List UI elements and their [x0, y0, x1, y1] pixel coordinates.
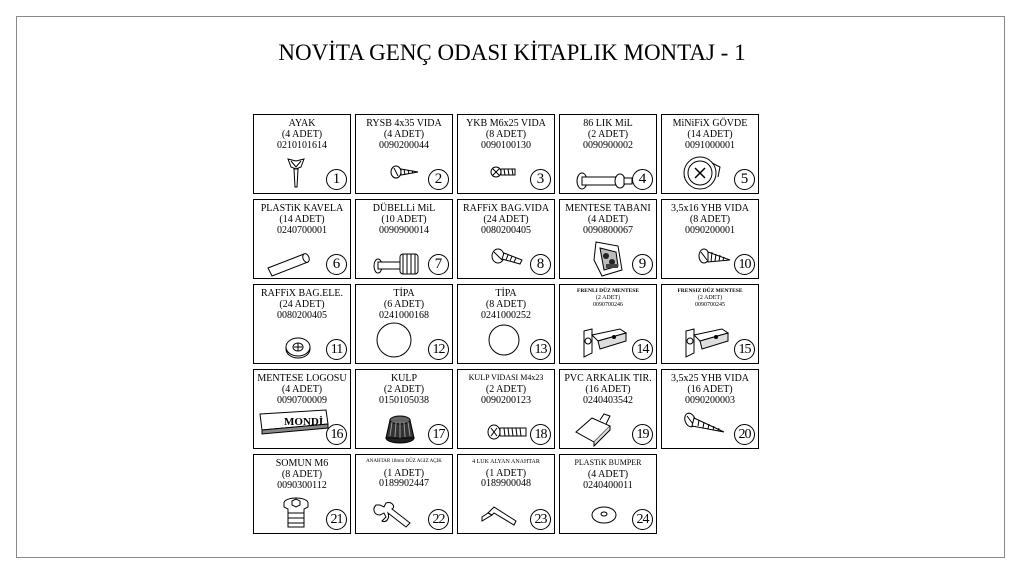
- part-qty: (8 ADET): [485, 129, 527, 140]
- part-number: 6: [326, 254, 347, 275]
- part-name: MENTESE TABANI: [565, 203, 651, 214]
- part-qty: (2 ADET): [595, 295, 621, 301]
- part-code: 0240400011: [583, 480, 633, 491]
- part-number: 11: [326, 339, 347, 360]
- part-cell: [457, 369, 555, 449]
- part-qty: (24 ADET): [279, 299, 325, 310]
- part-qty: (6 ADET): [383, 299, 425, 310]
- part-cell: [457, 114, 555, 194]
- part-cell: [559, 284, 657, 364]
- part-qty: (4 ADET): [587, 469, 629, 480]
- logo-text: MONDİ: [284, 416, 324, 428]
- part-code: 0090300112: [277, 480, 327, 491]
- part-qty: (8 ADET): [689, 214, 731, 225]
- part-name: RAFFiX BAG.ELE.: [261, 288, 343, 299]
- part-code: 0210101614: [277, 140, 327, 151]
- part-code: 0241000252: [481, 310, 531, 321]
- part-cell: [559, 454, 657, 534]
- part-name: RAFFiX BAG.VIDA: [462, 203, 550, 214]
- part-cell: [661, 199, 759, 279]
- part-cell: [355, 369, 453, 449]
- part-qty: (2 ADET): [587, 129, 629, 140]
- part-name: TİPA: [495, 288, 517, 299]
- part-qty: (2 ADET): [383, 384, 425, 395]
- part-name: SOMUN M6: [275, 458, 329, 469]
- part-name: 3,5x16 YHB VIDA: [670, 203, 750, 214]
- part-qty: (24 ADET): [483, 214, 529, 225]
- part-cell: [559, 114, 657, 194]
- part-name: FRENSIZ DÜZ MENTESE: [677, 288, 743, 294]
- part-code: 0240403542: [583, 395, 633, 406]
- part-cell: [457, 454, 555, 534]
- part-qty: (14 ADET): [687, 129, 733, 140]
- part-cell: [457, 284, 555, 364]
- part-cell: [355, 199, 453, 279]
- part-number: 17: [428, 424, 449, 445]
- part-number: 20: [734, 424, 755, 445]
- part-number: 23: [530, 509, 551, 530]
- part-number: 9: [632, 254, 653, 275]
- part-qty: (8 ADET): [485, 299, 527, 310]
- part-number: 2: [428, 169, 449, 190]
- part-qty: (2 ADET): [697, 295, 723, 301]
- part-number: 5: [734, 169, 755, 190]
- part-qty: (4 ADET): [281, 129, 323, 140]
- part-qty: (16 ADET): [687, 384, 733, 395]
- part-name: TİPA: [393, 288, 415, 299]
- part-code: 0240700001: [277, 225, 327, 236]
- part-number: 22: [428, 509, 449, 530]
- part-cell: [355, 284, 453, 364]
- part-code: 0189902447: [379, 478, 429, 489]
- part-name: YKB M6x25 VIDA: [466, 118, 546, 129]
- part-code: 0090900002: [583, 140, 633, 151]
- part-name: KULP VIDASI M4x23: [468, 373, 544, 382]
- part-code: 0091000001: [685, 140, 735, 151]
- part-number: 19: [632, 424, 653, 445]
- part-number: 4: [632, 169, 653, 190]
- part-number: 3: [530, 169, 551, 190]
- part-name: ANAHTAR 18mm DÜZ AGIZ AÇIK: [366, 459, 442, 464]
- part-number: 8: [530, 254, 551, 275]
- part-cell: [253, 114, 351, 194]
- part-code: 0090200044: [379, 140, 429, 151]
- part-code: 0090200001: [685, 225, 735, 236]
- part-qty: (2 ADET): [485, 384, 527, 395]
- part-number: 15: [734, 339, 755, 360]
- part-number: 1: [326, 169, 347, 190]
- part-number: 18: [530, 424, 551, 445]
- part-qty: (16 ADET): [585, 384, 631, 395]
- part-cell: [559, 199, 657, 279]
- part-qty: (4 ADET): [383, 129, 425, 140]
- part-code: 0090700246: [593, 302, 623, 308]
- part-qty: (1 ADET): [485, 468, 527, 479]
- part-code: 0090900014: [379, 225, 429, 236]
- part-cell: [253, 199, 351, 279]
- part-cell: [661, 114, 759, 194]
- part-qty: (10 ADET): [381, 214, 427, 225]
- part-code: 0090200123: [481, 395, 531, 406]
- part-cell: [355, 114, 453, 194]
- part-qty: (8 ADET): [281, 469, 323, 480]
- part-name: MiNiFiX GÖVDE: [672, 118, 748, 129]
- part-number: 12: [428, 339, 449, 360]
- part-name: MENTESE LOGOSU: [257, 373, 347, 384]
- part-name: KULP: [390, 373, 418, 384]
- part-qty: (4 ADET): [281, 384, 323, 395]
- part-number: 16: [326, 424, 347, 445]
- part-code: 0090700245: [695, 302, 725, 308]
- part-cell: [457, 199, 555, 279]
- part-code: 0080200405: [277, 310, 327, 321]
- part-cell: [355, 454, 453, 534]
- part-name: FRENLI DÜZ MENTESE: [576, 288, 640, 294]
- part-name: PLASTiK BUMPER: [574, 458, 642, 467]
- part-code: 0241000168: [379, 310, 429, 321]
- part-code: 0090700009: [277, 395, 327, 406]
- part-code: 0090200003: [685, 395, 735, 406]
- part-cell: [253, 284, 351, 364]
- part-code: 0189900048: [481, 478, 531, 489]
- part-number: 14: [632, 339, 653, 360]
- part-name: 86 LIK MiL: [583, 118, 633, 129]
- part-code: 0090100130: [481, 140, 531, 151]
- part-qty: (1 ADET): [383, 468, 425, 479]
- part-number: 21: [326, 509, 347, 530]
- part-name: 3,5x25 YHB VIDA: [670, 373, 750, 384]
- part-cell: [253, 369, 351, 449]
- part-code: 0090800067: [583, 225, 633, 236]
- part-cell: [661, 369, 759, 449]
- part-name: PVC ARKALIK TIR.: [564, 373, 652, 384]
- part-code: 0080200405: [481, 225, 531, 236]
- part-name: PLASTiK KAVELA: [260, 203, 344, 214]
- part-name: AYAK: [288, 118, 316, 129]
- part-number: 24: [632, 509, 653, 530]
- part-number: 10: [734, 254, 755, 275]
- part-code: 0150105038: [379, 395, 429, 406]
- part-name: DÜBELLi MiL: [372, 203, 436, 214]
- part-cell: [661, 284, 759, 364]
- part-number: 7: [428, 254, 449, 275]
- part-cell: [559, 369, 657, 449]
- page-title: NOVİTA GENÇ ODASI KİTAPLIK MONTAJ - 1: [278, 40, 746, 65]
- part-qty: (14 ADET): [279, 214, 325, 225]
- part-qty: (4 ADET): [587, 214, 629, 225]
- part-cell: [253, 454, 351, 534]
- part-name: 4 LUK ALYAN ANAHTAR: [472, 459, 540, 465]
- part-name: RYSB 4x35 VIDA: [366, 118, 442, 129]
- part-number: 13: [530, 339, 551, 360]
